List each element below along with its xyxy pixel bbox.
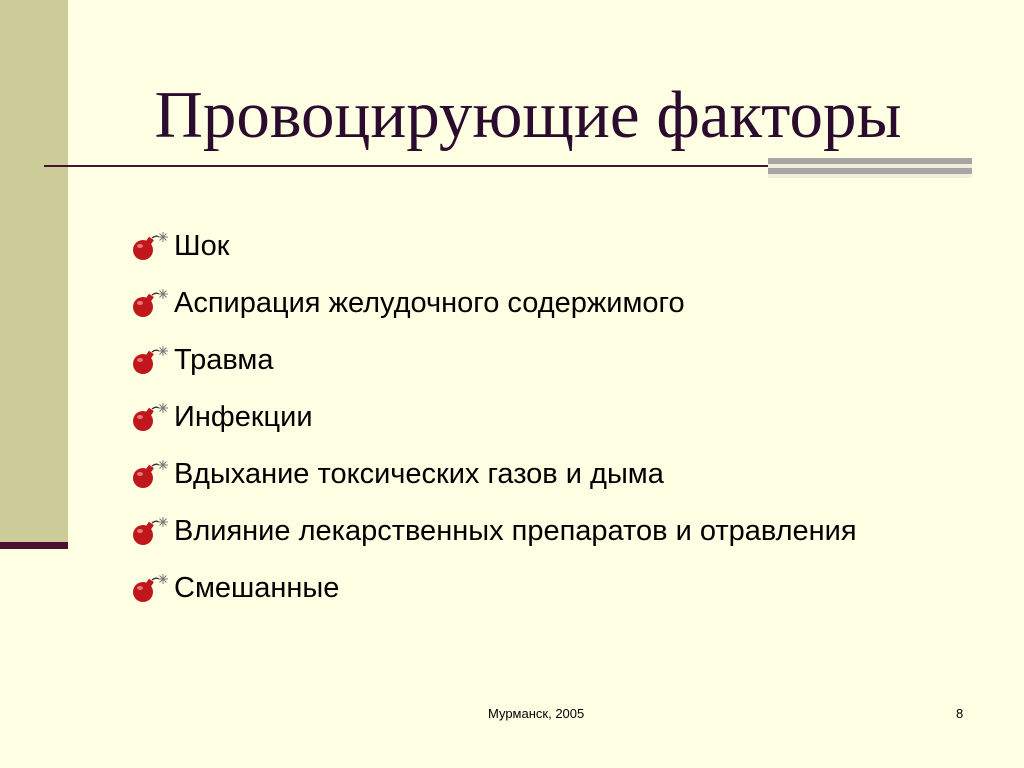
bullet-item bbox=[130, 218, 857, 275]
bomb-icon bbox=[130, 288, 174, 320]
bomb-icon bbox=[130, 516, 174, 548]
bullet-item bbox=[130, 503, 857, 560]
bullet-text: Смешанные bbox=[174, 572, 340, 604]
bullet-text: Аспирация желудочного содержимого bbox=[174, 287, 685, 319]
bullet-item bbox=[130, 446, 857, 503]
bullet-item bbox=[130, 275, 857, 332]
bomb-icon bbox=[130, 345, 174, 377]
bullet-item bbox=[130, 560, 857, 617]
bomb-icon bbox=[130, 573, 174, 605]
bullet-text: Влияние лекарственных препаратов и отравления bbox=[174, 515, 857, 547]
bullet-text: Шок bbox=[174, 230, 230, 262]
left-decorative-bar bbox=[0, 0, 68, 542]
footer-text: Мурманск, 2005 bbox=[488, 706, 585, 721]
bullet-text: Вдыхание токсических газов и дыма bbox=[174, 458, 664, 490]
bomb-icon bbox=[130, 459, 174, 491]
page-number: 8 bbox=[956, 706, 964, 721]
bullet-item bbox=[130, 332, 857, 389]
title-accent-stripes bbox=[768, 158, 972, 178]
left-bar-underline bbox=[0, 542, 68, 549]
bullet-text: Травма bbox=[174, 344, 274, 376]
bullet-text: Инфекции bbox=[174, 401, 313, 433]
bullet-item bbox=[130, 389, 857, 446]
slide-title: Провоцирующие факторы bbox=[154, 78, 902, 152]
bomb-icon bbox=[130, 402, 174, 434]
bullet-list bbox=[130, 218, 857, 617]
bomb-icon bbox=[130, 231, 174, 263]
